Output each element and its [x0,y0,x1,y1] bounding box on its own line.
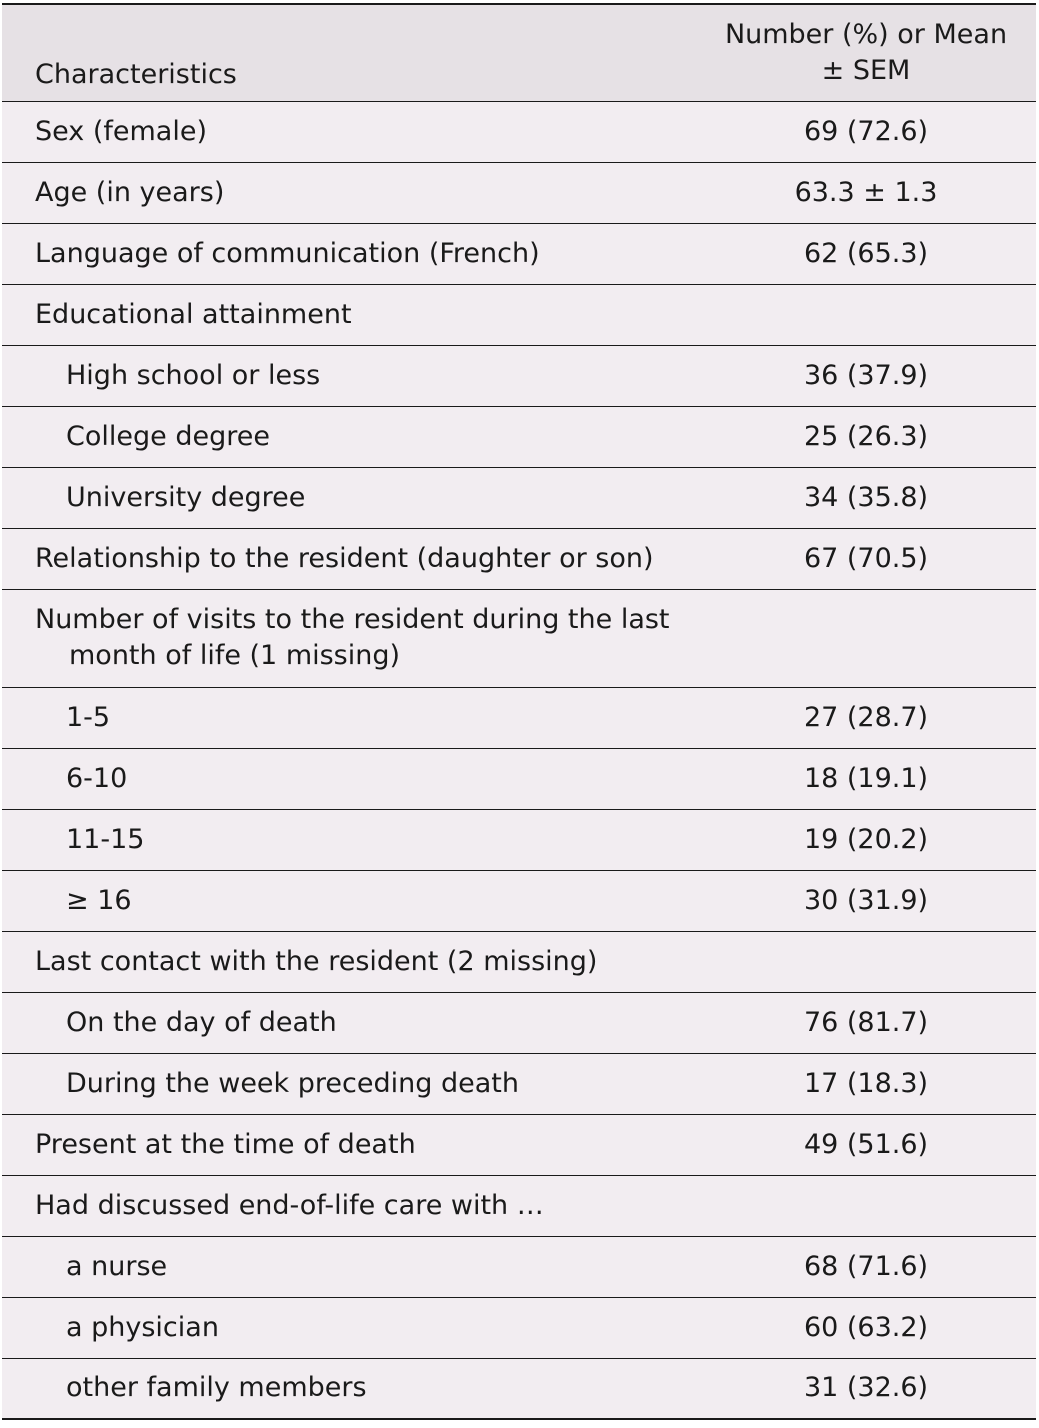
table-row-group-header [2,931,1036,992]
table-row [2,992,1036,1053]
row-label: a nurse [66,1250,168,1282]
row-label: 6-10 [66,762,128,794]
table-row [2,1114,1036,1175]
table-row [2,467,1036,528]
row-label: Language of communication (French) [35,237,540,269]
table-row [2,162,1036,223]
table-row-group-header [2,589,1036,687]
row-value: 36 (37.9) [803,359,929,391]
row-label [2,589,696,687]
row-value: 76 (81.7) [803,1006,929,1038]
row-value: 62 (65.3) [803,237,929,269]
row-value: 25 (26.3) [803,420,929,452]
row-label: other family members [66,1372,367,1404]
row-label: Age (in years) [35,176,225,208]
table-row [2,687,1036,748]
table-row-group-header [2,284,1036,345]
table-row [2,1297,1036,1358]
row-value: 27 (28.7) [803,701,929,733]
table-row [2,223,1036,284]
row-label: During the week preceding death [66,1067,519,1099]
row-label: Educational attainment [35,298,352,330]
characteristics-table [2,3,1036,1420]
header-row [2,4,1036,101]
row-label: Relationship to the resident (daughter or son) [35,542,654,574]
row-label: Present at the time of death [35,1128,416,1160]
table-row [2,1358,1036,1419]
row-value: 34 (35.8) [803,481,929,513]
table-row [2,406,1036,467]
header-value [696,4,1036,101]
row-value [696,1175,1036,1236]
table-row [2,345,1036,406]
row-value: 63.3 ± 1.3 [794,176,938,208]
row-value [696,931,1036,992]
row-value: 68 (71.6) [803,1250,929,1282]
row-value: 17 (18.3) [803,1067,929,1099]
row-label: University degree [66,481,306,513]
row-value: 67 (70.5) [803,542,929,574]
row-label: Sex (female) [35,115,207,147]
row-value: 31 (32.6) [803,1372,929,1404]
table-row [2,1053,1036,1114]
row-value [696,284,1036,345]
table-body [2,101,1036,1419]
header-value-line2: ± SEM [821,54,911,86]
table-row [2,528,1036,589]
row-value: 69 (72.6) [803,115,929,147]
table-row-group-header [2,1175,1036,1236]
row-value: 30 (31.9) [803,884,929,916]
header-characteristics: Characteristics [2,4,696,101]
table-row [2,1236,1036,1297]
row-label: College degree [66,420,270,452]
row-value: 60 (63.2) [803,1311,929,1343]
row-label: ≥ 16 [66,884,132,916]
table-row [2,101,1036,162]
row-label: Had discussed end-of-life care with … [35,1189,544,1221]
header-value-line1: Number (%) or Mean [724,18,1008,50]
row-label: Last contact with the resident (2 missing) [35,945,598,977]
row-value: 18 (19.1) [803,762,929,794]
row-value [696,589,1036,687]
row-label-text: Number of visits to the resident during the last month of life (1 missing) [35,604,670,671]
row-label: 1-5 [66,701,111,733]
row-label: a physician [66,1311,219,1343]
row-value: 19 (20.2) [803,823,929,855]
row-label: High school or less [66,359,321,391]
row-label: On the day of death [66,1006,337,1038]
characteristics-table-container [2,3,1036,1420]
table-row [2,870,1036,931]
table-row [2,748,1036,809]
table-row [2,809,1036,870]
row-value: 49 (51.6) [803,1128,929,1160]
row-label: 11-15 [66,823,145,855]
table-header [2,4,1036,101]
